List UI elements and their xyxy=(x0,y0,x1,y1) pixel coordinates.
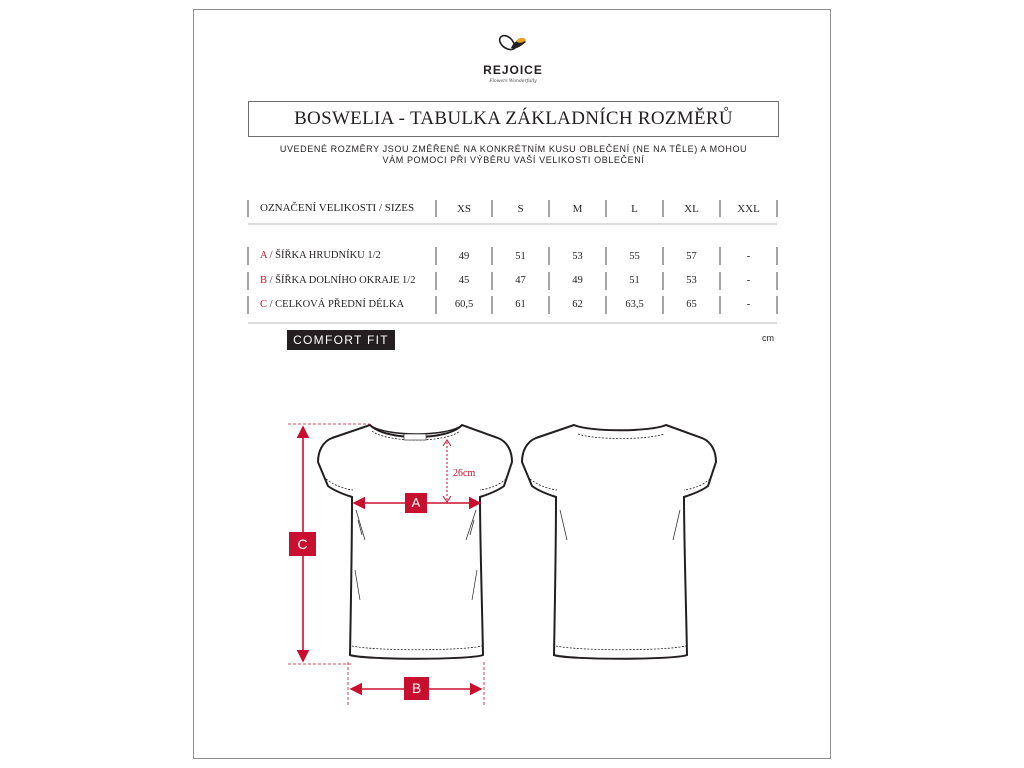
row-c-label xyxy=(260,299,404,310)
brand-name: REJOICE xyxy=(483,63,543,77)
table-header-label: OZNAČENÍ VELIKOSTI / SIZES xyxy=(260,202,415,214)
table-cell: 49 xyxy=(572,275,583,286)
table-cell: 55 xyxy=(629,251,640,262)
row-a-letter: A xyxy=(260,250,268,261)
row-c-text: / CELKOVÁ PŘEDNÍ DÉLKA xyxy=(267,299,405,310)
table-cell: 49 xyxy=(458,251,470,262)
table-cell: - xyxy=(746,299,751,310)
table-cell: 47 xyxy=(515,275,526,286)
row-a-label xyxy=(260,250,381,261)
table-cell: - xyxy=(746,251,751,262)
table-cell: 51 xyxy=(515,251,526,262)
measure-a-badge: A xyxy=(405,493,427,513)
size-header-l: L xyxy=(631,203,638,215)
row-b-letter: B xyxy=(260,275,268,286)
armpit-depth-label: 26cm xyxy=(453,468,476,479)
table-cell: 53 xyxy=(686,275,697,286)
row-a-text: / ŠÍŘKA HRUDNÍKU 1/2 xyxy=(267,250,381,261)
row-b-text: / ŠÍŘKA DOLNÍHO OKRAJE 1/2 xyxy=(267,275,416,286)
table-cell: 61 xyxy=(515,299,526,310)
measure-c-badge: C xyxy=(289,532,316,556)
brand-tagline: Flowers Wonderfully xyxy=(489,79,537,84)
size-header-m: M xyxy=(572,203,583,215)
table-cell: 51 xyxy=(629,275,640,286)
subtitle-line-2: VÁM POMOCI PŘI VÝBĚRU VAŠÍ VELIKOSTI OBLEČENÍ xyxy=(382,155,645,165)
table-cell: 57 xyxy=(686,251,697,262)
size-header-xl: XL xyxy=(684,203,699,215)
subtitle-line-1: UVEDENÉ ROZMĚRY JSOU ZMĚŘENÉ NA KONKRÉTNÍM KUSU OBLEČENÍ (NE NA TĚLE) A MOHOU xyxy=(279,144,748,154)
table-cell: 62 xyxy=(572,299,583,310)
table-cell: 63,5 xyxy=(625,299,644,310)
row-c-letter: C xyxy=(260,299,268,310)
table-cell: 45 xyxy=(458,275,470,286)
size-header-xxl: XXL xyxy=(737,203,760,215)
table-cell: 53 xyxy=(572,251,583,262)
measure-b-badge: B xyxy=(404,677,429,700)
table-cell: - xyxy=(746,275,751,286)
table-cell: 65 xyxy=(686,299,697,310)
size-header-s: S xyxy=(517,203,524,215)
fit-badge: COMFORT FIT xyxy=(287,330,395,350)
row-b-label xyxy=(260,275,415,286)
page-title: BOSWELIA - TABULKA ZÁKLADNÍCH ROZMĚRŮ xyxy=(248,101,779,137)
unit-label: cm xyxy=(762,333,774,343)
subtitle xyxy=(248,144,779,166)
table-cell: 60,5 xyxy=(454,299,474,310)
size-header-xs: XS xyxy=(456,203,472,215)
